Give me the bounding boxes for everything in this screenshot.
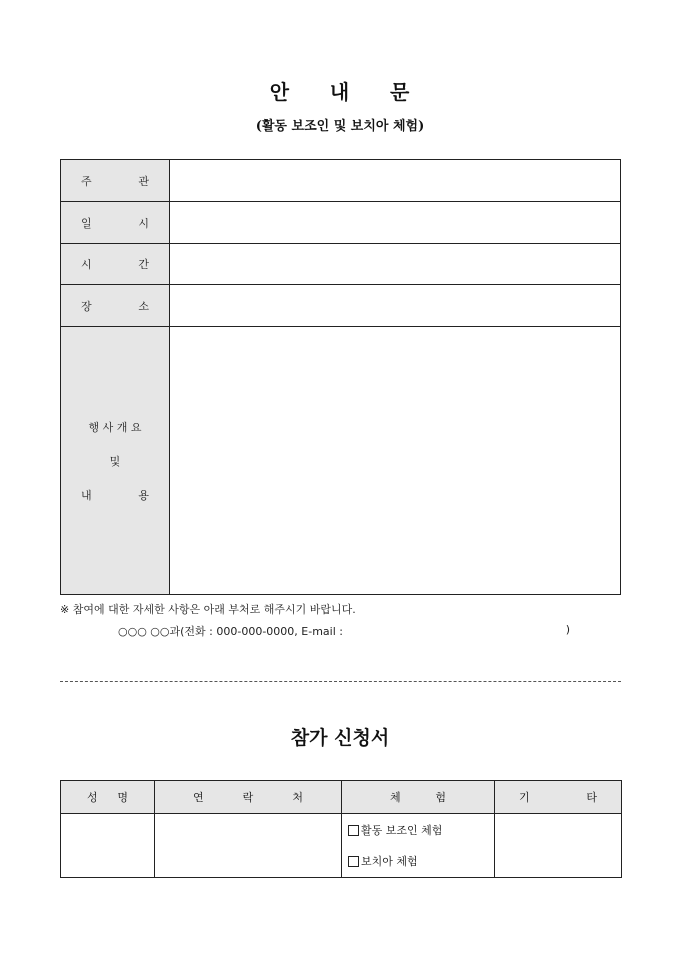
checkbox-icon[interactable] — [348, 856, 359, 867]
table-row — [61, 327, 621, 595]
table-row — [61, 244, 621, 285]
overview-line-3: 내 용 — [81, 488, 149, 502]
cut-line-divider — [60, 681, 621, 682]
table-row — [61, 285, 621, 327]
label-place: 장 소 — [61, 285, 170, 327]
label-overview — [61, 327, 170, 595]
label-date: 일 시 — [61, 202, 170, 244]
value-overview[interactable] — [170, 327, 621, 595]
info-table — [60, 159, 621, 595]
cell-name[interactable] — [61, 814, 155, 878]
notice-text: ※ 참여에 대한 자세한 사항은 아래 부처로 해주시기 바랍니다. — [60, 603, 356, 616]
option-boccia[interactable]: 보치아 체험 — [342, 853, 494, 869]
contact-text: ○○○ ○○과(전화 : 000-000-0000, E-mail : — [118, 625, 343, 638]
page-title: 안 내 문 — [269, 80, 411, 104]
option-activity-assistant[interactable]: 활동 보조인 체험 — [342, 822, 494, 838]
cell-etc[interactable] — [495, 814, 622, 878]
table-row — [61, 160, 621, 202]
page-subtitle: (활동 보조인 및 보치아 체험) — [255, 119, 425, 134]
header-contact: 연 락 처 — [155, 781, 342, 814]
cell-experience — [342, 814, 495, 878]
header-etc: 기 타 — [495, 781, 622, 814]
label-time: 시 간 — [61, 244, 170, 285]
application-title: 참가 신청서 — [290, 727, 390, 749]
header-experience: 체 험 — [342, 781, 495, 814]
table-row — [61, 814, 622, 878]
checkbox-icon[interactable] — [348, 825, 359, 836]
application-table — [60, 780, 622, 878]
contact-line — [118, 623, 570, 639]
table-header-row — [61, 781, 622, 814]
overview-line-1: 행 사 개 요 — [88, 420, 142, 434]
value-date[interactable] — [170, 202, 621, 244]
cell-contact[interactable] — [155, 814, 342, 878]
overview-line-2: 및 — [109, 454, 121, 468]
contact-close: ) — [565, 623, 570, 636]
label-organizer: 주 관 — [61, 160, 170, 202]
value-time[interactable] — [170, 244, 621, 285]
value-place[interactable] — [170, 285, 621, 327]
table-row — [61, 202, 621, 244]
header-name: 성 명 — [61, 781, 155, 814]
value-organizer[interactable] — [170, 160, 621, 202]
